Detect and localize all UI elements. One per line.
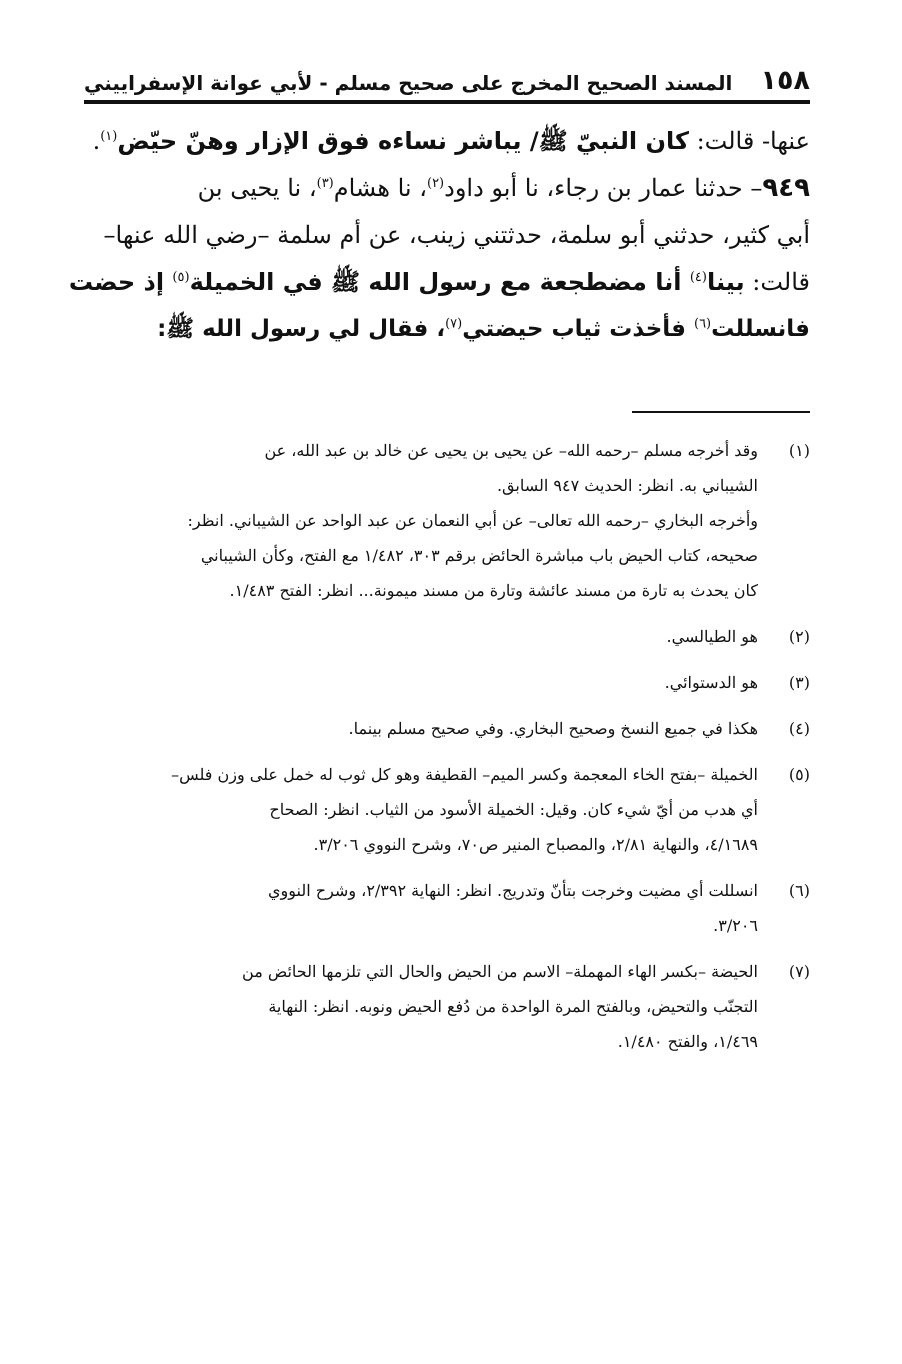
footnote-ref-3: (٣) bbox=[316, 176, 334, 191]
footnote-5 bbox=[84, 757, 810, 862]
main-line-3: أبي كثير، حدثني أبو سلمة، حدثتني زينب، عن أم سلمة –رضي الله عنها– bbox=[103, 221, 810, 249]
footnote-line: انسللت أي مضيت وخرجت بتأنّ وتدريج. انظر: النهاية ٢/٣٩٢، وشرح النووي bbox=[268, 881, 758, 900]
text: – حدثنا عمار بن رجاء، نا أبو داود bbox=[444, 174, 763, 202]
footnote-number: (٣) bbox=[788, 673, 810, 692]
hadith-matn: ، فقال لي رسول الله ﷺ: bbox=[157, 316, 446, 342]
hadith-matn: إذ حضت bbox=[68, 268, 173, 296]
footnote-line: الشيباني به. انظر: الحديث ٩٤٧ السابق. bbox=[496, 476, 758, 495]
hadith-matn: فانسللت bbox=[711, 316, 810, 342]
footnote-number: (٦) bbox=[788, 881, 810, 900]
text: قالت: bbox=[744, 268, 810, 296]
footnote-line: هو الطيالسي. bbox=[666, 627, 758, 646]
hadith-number: ٩٤٩ bbox=[762, 173, 810, 203]
running-title: المسند الصحيح المخرج على صحيح مسلم - لأبي عوانة الإسفراييني bbox=[84, 71, 733, 95]
footnote-3 bbox=[84, 665, 810, 700]
main-line-2 bbox=[84, 165, 810, 212]
footnote-line: هكذا في جميع النسخ وصحيح البخاري. وفي صحيح مسلم بينما. bbox=[348, 719, 758, 738]
page-number: ١٥٨ bbox=[760, 65, 810, 96]
hadith-matn: أنا مضطجعة مع رسول الله ﷺ في الخميلة bbox=[189, 268, 690, 296]
footnote-ref-5: (٥) bbox=[172, 270, 190, 285]
footnote-number: (١) bbox=[788, 441, 810, 460]
hadith-matn: فأخذت ثياب حيضتي bbox=[462, 316, 694, 342]
footnote-line: ٣/٢٠٦. bbox=[713, 916, 758, 935]
hadith-matn: كان النبيّ ﷺ/ يباشر نساءه فوق الإزار وهنّ حيّض bbox=[117, 127, 689, 155]
footnote-line: ١/٤٦٩، والفتح ١/٤٨٠. bbox=[617, 1032, 758, 1051]
footnote-ref-4: (٤) bbox=[689, 270, 707, 285]
footnote-ref-6: (٦) bbox=[693, 316, 712, 332]
footnote-2 bbox=[84, 619, 810, 654]
footnote-line: وقد أخرجه مسلم –رحمه الله– عن يحيى بن يحيى عن خالد بن عبد الله، عن bbox=[264, 441, 758, 460]
footnote-line: أي هدب من أيّ شيء كان. وقيل: الخميلة الأسود من الثياب. انظر: الصحاح bbox=[269, 800, 758, 819]
main-line-4 bbox=[68, 259, 810, 306]
text: عنها- قالت: bbox=[688, 127, 810, 155]
footnote-separator bbox=[632, 411, 810, 413]
main-line-5 bbox=[84, 306, 810, 353]
footnote-number: (٢) bbox=[788, 627, 810, 646]
footnote-ref-1: (١) bbox=[100, 129, 118, 144]
footnote-line: هو الدستوائي. bbox=[664, 673, 758, 692]
footnote-line: صحيحه، كتاب الحيض باب مباشرة الحائض برقم ٣٠٣، ١/٤٨٢ مع الفتح، وكأن الشيباني bbox=[200, 546, 758, 565]
footnote-line: وأخرجه البخاري –رحمه الله تعالى– عن أبي النعمان عن عبد الواحد عن الشيباني. انظر: bbox=[187, 511, 758, 530]
main-line-1 bbox=[84, 118, 810, 165]
footnote-number: (٧) bbox=[788, 962, 810, 981]
text: ، نا هشام bbox=[333, 174, 427, 202]
footnote-ref-7: (٧) bbox=[445, 316, 463, 332]
footnote-line: الحيضة –بكسر الهاء المهملة– الاسم من الحيض والحال التي تلزمها الحائض من bbox=[242, 962, 758, 981]
footnote-line: الخميلة –بفتح الخاء المعجمة وكسر الميم– القطيفة وهو كل ثوب له خمل على وزن فلس– bbox=[171, 765, 758, 784]
running-header bbox=[84, 56, 810, 94]
hadith-matn: بينا bbox=[706, 268, 745, 296]
text: . bbox=[92, 127, 101, 155]
footnote-6 bbox=[84, 873, 810, 943]
footnote-line: كان يحدث به تارة من مسند عائشة وتارة من مسند ميمونة... انظر: الفتح ١/٤٨٣. bbox=[229, 581, 758, 600]
header-rule bbox=[84, 100, 810, 104]
footnote-number: (٤) bbox=[788, 719, 810, 738]
footnote-line: التجنّب والتحيض، وبالفتح المرة الواحدة من دُفع الحيض ونوبه. انظر: النهاية bbox=[268, 997, 758, 1016]
text: ، نا يحيى بن bbox=[197, 174, 317, 202]
footnote-number: (٥) bbox=[788, 765, 810, 784]
footnote-line: ٤/١٦٨٩، والنهاية ٢/٨١، والمصباح المنير ص٧٠، وشرح النووي ٣/٢٠٦. bbox=[313, 835, 758, 854]
footnote-4 bbox=[84, 711, 810, 746]
main-text bbox=[68, 118, 810, 353]
footnote-ref-2: (٢) bbox=[426, 176, 445, 191]
footnote-1 bbox=[84, 433, 810, 608]
footnotes bbox=[84, 433, 810, 1059]
footnote-7 bbox=[84, 954, 810, 1059]
